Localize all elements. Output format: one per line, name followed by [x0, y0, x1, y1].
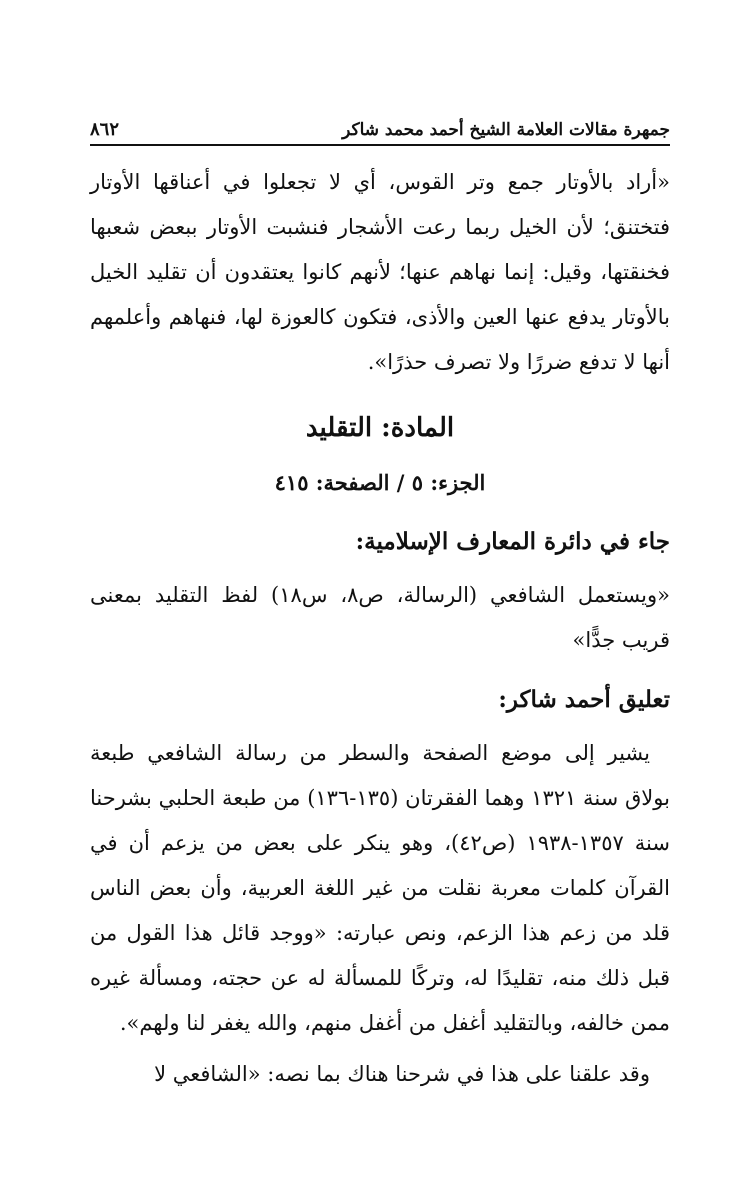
running-header	[90, 100, 670, 146]
encyclopedia-heading: جاء في دائرة المعارف الإسلامية:	[355, 528, 670, 555]
comment-paragraph: يشير إلى موضع الصفحة والسطر من رسالة الشافعي طبعة بولاق سنة ١٣٢١ وهما الفقرتان (١٣٥-١٣٦) من طبعة الحلبي بشرحنا سنة ١٣٥٧-١٩٣٨ (ص٤٢)، وهو ينكر على بعض من يزعم أن في القرآن كلمات معربة نقلت من غير اللغة العربية، وأن بعض الناس قلد من زعم هذا الزعم، ونص عبارته: «ووجد قائل هذا القول من قبل ذلك منه، تقليدًا له، وتركًا للمسألة له عن حجته، ومسألة غيره ممن خالفه، وبالتقليد أغفل من أغفل منهم، والله يغفر لنا ولهم».	[90, 741, 670, 1035]
quote-horses-paragraph: «أراد بالأوتار جمع وتر القوس، أي لا تجعلوا في أعناقها الأوتار فتختنق؛ لأن الخيل ربما رعت الأشجار فنشبت الأوتار ببعض شعبها فخنقتها، وقيل: إنما نهاهم عنها؛ لأنهم كانوا يعتقدون أن تقليد الخيل بالأوتار يدفع عنها العين والأذى، فتكون كالعوزة لها، فنهاهم وأعلمهم أنها لا تدفع ضررًا ولا تصرف حذرًا».	[90, 170, 670, 374]
comment-heading: تعليق أحمد شاكر:	[498, 686, 670, 713]
part-page-reference: الجزء: ٥ / الصفحة: ٤١٥	[274, 470, 486, 495]
encyclopedia-quote: «ويستعمل الشافعي (الرسالة، ص٨، س١٨) لفظ التقليد بمعنى قريب جدًّا»	[90, 583, 670, 652]
page-number: ٨٦٢	[90, 119, 120, 140]
header-title: جمهرة مقالات العلامة الشيخ أحمد محمد شاكر	[342, 120, 670, 140]
book-page	[90, 100, 670, 1097]
article-heading: المادة: التقليد	[305, 413, 455, 443]
comment-last-line: وقد علقنا على هذا في شرحنا هناك بما نصه: «الشافعي لا	[154, 1062, 650, 1086]
